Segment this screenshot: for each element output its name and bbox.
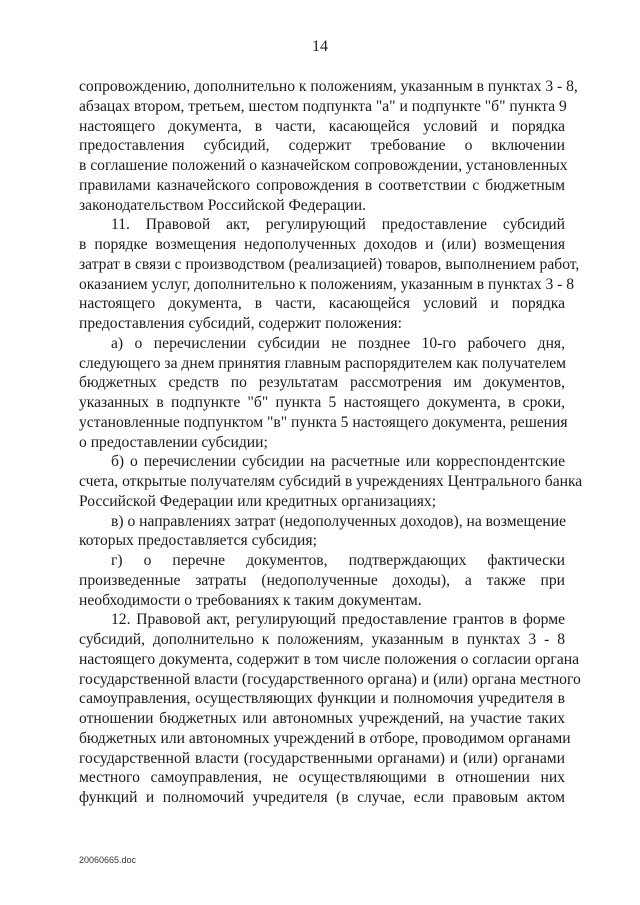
document-body [79,77,583,808]
text-line: самоуправления, осуществляющих функции и полномочия учредителя в [79,690,565,708]
text-line: функций и полномочий учредителя (в случае, если правовым актом [79,789,565,806]
text-line: г) о перечне документов, подтверждающих фактически [111,552,565,569]
text-line: местного самоуправления, не осуществляющими в отношении них [79,769,565,787]
text-line: абзацах втором, третьем, шестом подпункта "а" и подпункте "б" пункта 9 [79,97,567,115]
text-line: настоящего документа, в части, касающейся условий и порядка [79,117,565,135]
text-line: государственной власти (государственными органами) и (или) органами [79,749,565,767]
text-line: сопровождению, дополнительно к положениям, указанным в пунктах 3 - 8, [79,78,578,95]
text-line: а) о перечислении субсидии не позднее 10-го рабочего дня, [111,334,565,352]
text-line: бюджетных или автономных учреждений в отборе, проводимом органами [79,729,571,747]
footer-document-code: 20060665.doc [79,855,137,865]
text-line: в соглашение положений о казначейском сопровождении, установленных [79,157,568,174]
text-line: в) о направлениях затрат (недополученных доходов), на возмещение [111,512,566,530]
text-line: затрат в связи с производством (реализацией) товаров, выполнением работ, [79,255,580,273]
text-line: следующего за днем принятия главным распорядителем как получателем [79,354,567,372]
paragraph-item-12 [79,610,581,808]
subitem-g [79,551,565,610]
text-line: в порядке возмещения недополученных доходов и (или) возмещения [79,236,565,253]
text-line: отношении бюджетных или автономных учреждений, на участие таких [79,710,565,727]
text-line: которых предоставляется субсидия; [79,532,317,550]
text-line: оказанием услуг, дополнительно к положениям, указанным в пунктах 3 - 8 [79,275,575,293]
subitem-a [79,334,568,453]
text-line: Российской Федерации или кредитных организациях; [79,492,437,510]
text-line: государственной власти (государственного органа) и (или) органа местного [79,670,581,688]
text-line: настоящего документа, содержит в том числе положения о согласии органа [79,650,580,668]
text-line: указанных в подпункте "б" пункта 5 настоящего документа, в сроки, [79,394,565,411]
subitem-v [79,512,565,552]
page-number: 14 [312,38,328,55]
text-line: счета, открытые получателям субсидий в учреждениях Центрального банка [79,473,583,490]
text-line: 12. Правовой акт, регулирующий предоставление грантов в форме [111,611,565,629]
subitem-b [79,452,583,511]
text-line: необходимости о требованиях к таким документам. [79,591,422,609]
text-line: настоящего документа, в части, касающейся условий и порядка [79,295,565,313]
paragraph-item-11 [79,215,580,334]
text-line: законодательством Российской Федерации. [79,196,366,214]
text-line: произведенные затраты (недополученные доходы), а также при [79,571,565,589]
text-line: правилами казначейского сопровождения в соответствии с бюджетным [79,176,565,194]
text-line: предоставления субсидий, содержит положения: [79,315,402,332]
text-line: предоставления субсидий, содержит требование о включении [79,137,565,155]
paragraph [79,77,578,215]
text-line: б) о перечислении субсидии на расчетные или корреспондентские [111,453,565,471]
text-line: субсидий, дополнительно к положениям, указанным в пунктах 3 - 8 [79,631,565,648]
text-line: о предоставлении субсидии; [79,433,268,451]
text-line: установленные подпунктом "в" пункта 5 настоящего документа, решения [79,413,568,431]
text-line: 11. Правовой акт, регулирующий предоставление субсидий [111,216,565,234]
text-line: бюджетных средств по результатам рассмотрения им документов, [79,374,565,392]
